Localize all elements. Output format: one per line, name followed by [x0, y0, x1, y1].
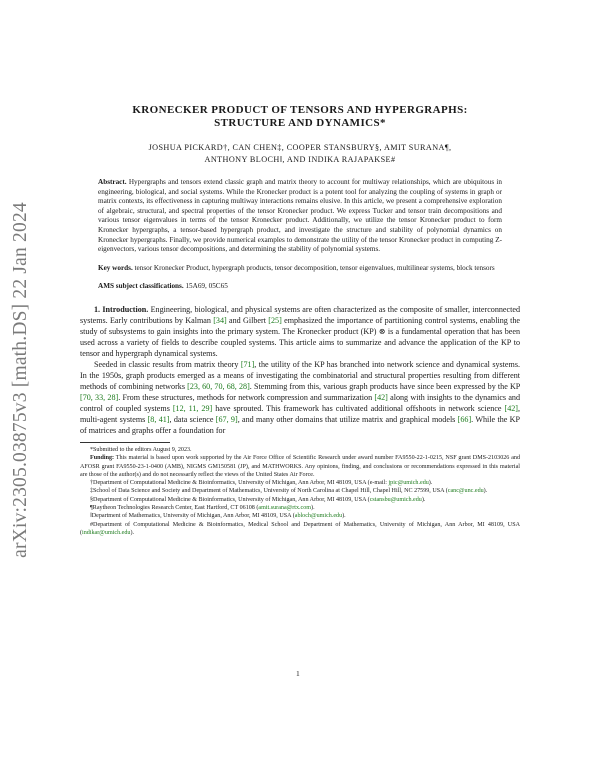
abstract-text: Hypergraphs and tensors extend classic graph and matrix theory to account for multiway relationships, which are ubiquitous in engineering, biological, and social systems. While the Kronecker product is a potent tool for analyzing the coupling of systems in graph or matrix contexts, its effectiveness in capturing multiway interactions remains elusive. In this article, we present a comprehensive exploration of algebraic, structural, and spectral properties of the tensor Kronecker product. We express Tucker and tensor train decompositions and various tensor eigenvalues in terms of the tensor Kronecker product. Additionally, we utilize the tensor Kronecker product to form Kronecker hypergraphs, a tensor-based hypergraph product, and investigate the structure and stability of polynomial dynamics on Kronecker hypergraphs. Finally, we provide numerical examples to demonstrate the utility of the tensor Kronecker product in computing Z-eigenvectors, various tensor decompositions, and determining the stability of polynomial systems. — [98, 178, 502, 254]
arxiv-sidebar-stamp — [4, 190, 38, 570]
intro-text: . While the KP of matrices and graphs offer a foundation for — [80, 414, 521, 435]
authors-line-2: ANTHONY BLOCH‖, AND INDIKA RAJAPAKSE# — [204, 155, 396, 164]
title-line-1: KRONECKER PRODUCT OF TENSORS AND HYPERGRAPHS: — [132, 104, 468, 116]
ams-label: AMS subject classifications. — [98, 282, 184, 291]
intro-text: along with insights to the dynamics and control of coupled systems — [80, 392, 521, 413]
citation-link[interactable]: [71] — [240, 359, 255, 369]
keywords-label: Key words. — [98, 263, 133, 272]
affiliation-text: ). — [428, 480, 433, 487]
affiliation-text: ). — [483, 488, 488, 495]
author-list — [80, 142, 520, 166]
intro-text: , the utility of the KP has branched into network science and dynamical systems. In the 1950s, graph products emerged as a means of investigating the combinatorial and structural properties resulting from different methods of combining networks — [80, 359, 520, 391]
affiliation-text: ‖Department of Mathematics, University of Michigan, Ann Arbor, MI 48109, USA ( — [90, 513, 295, 520]
citation-link[interactable]: [34] — [213, 315, 227, 325]
intro-text: , data science — [169, 414, 214, 424]
affiliation-text: ). — [342, 513, 346, 520]
affiliation-text: †Department of Computational Medicine & Bioinformatics, University of Michigan, Ann Arbor, MI 48109, USA (e-mail: — [90, 480, 387, 487]
footnote-author-3 — [80, 496, 520, 504]
affiliation-text: ‡School of Data Science and Society and Department of Mathematics, University of North Carolina at Chapel Hill, Chapel Hill, NC 27599, USA ( — [90, 488, 448, 495]
intro-text: . From these structures, methods for network compression and summarization — [118, 392, 373, 402]
citation-link[interactable]: [23, 60, 70, 68, 28] — [187, 381, 250, 391]
keywords — [98, 264, 502, 274]
funding-text: This material is based upon work supported by the Air Force Office of Scientific Research under award number FA9550-22-1-0215, NSF grant DMS-2103026 and AFOSR grant FA9550-23-1-0400 (AMB), NIGMS GM150581 (JP), and MATHWORKS. Any opinions, finding, and conclusions or recommendations expressed in this material are those of the author(s) and do not necessarily reflect the views of the United States Air Force. — [80, 455, 520, 478]
citation-link[interactable]: [66] — [457, 414, 472, 424]
section-heading: 1. Introduction. — [94, 304, 149, 314]
citation-link[interactable]: [42] — [504, 403, 518, 413]
intro-text: have sprouted. This framework has cultivated additional offshoots in network science — [215, 403, 502, 413]
ams-classification — [98, 282, 502, 292]
affiliation-text: ). — [130, 529, 135, 536]
footnote-author-6 — [80, 521, 520, 538]
email-link[interactable]: amit.surana@rtx.com — [258, 505, 312, 512]
affiliation-text: §Department of Computational Medicine & Bioinformatics, University of Michigan, Ann Arbor, MI 48109, USA ( — [90, 496, 370, 503]
intro-text: , multi-agent systems — [80, 403, 521, 424]
footnote-author-5 — [80, 512, 520, 520]
keywords-text: tensor Kronecker Product, hypergraph products, tensor decomposition, tensor eigenvalues, multilinear systems, block tensors — [134, 263, 495, 272]
citation-link[interactable]: [12, 11, 29] — [172, 403, 213, 413]
email-link[interactable]: jpic@umich.edu — [388, 480, 429, 487]
footnote-author-2 — [80, 487, 520, 495]
email-link[interactable]: cstansbu@umich.edu — [369, 496, 422, 503]
footnote-funding — [80, 454, 520, 479]
authors-line-1: JOSHUA PICKARD†, CAN CHEN‡, COOPER STANSBURY§, AMIT SURANA¶, — [148, 143, 452, 152]
email-link[interactable]: abloch@umich.edu — [294, 513, 343, 520]
footnote-divider — [80, 442, 170, 443]
intro-text: . Stemming from this, various graph products have since been expressed by the KP — [249, 381, 521, 391]
intro-text: emphasized the importance of partitioning control systems, enabling the study of subsystems to gain insights into the primary system. The Kronecker product (KP) ⊗ is a fundamental operation that has been used across a variety of fields to describe coupled systems. This article aims to summarize and advance the application of the KP to tensor and hypergraph dynamical systems. — [80, 315, 520, 358]
intro-paragraph-1 — [80, 304, 520, 359]
email-link[interactable]: indikar@umich.edu — [82, 529, 131, 536]
paper-title — [80, 104, 520, 130]
affiliation-text: ). — [421, 496, 426, 503]
intro-paragraph-2 — [80, 359, 520, 436]
citation-link[interactable]: [8, 41] — [147, 414, 170, 424]
citation-link[interactable]: [25] — [268, 315, 282, 325]
page-number: 1 — [296, 669, 300, 678]
funding-label: Funding: — [90, 455, 115, 462]
abstract — [98, 178, 502, 255]
footnote-author-4 — [80, 504, 520, 512]
affiliation-text: #Department of Computational Medicine & Bioinformatics, Medical School and Department of Mathematics, University of Michigan, Ann Arbor, MI 48109, USA ( — [80, 521, 520, 536]
citation-link[interactable]: [42] — [374, 392, 388, 402]
citation-link[interactable]: [67, 9] — [215, 414, 238, 424]
footnote-author-1 — [80, 479, 520, 487]
intro-text: and Gilbert — [229, 315, 266, 325]
footnote-submitted: *Submitted to the editors August 9, 2023. — [90, 446, 192, 453]
paper-page — [80, 104, 520, 537]
affiliation-text: ). — [311, 505, 315, 512]
abstract-label: Abstract. — [98, 178, 127, 186]
intro-text: Engineering, biological, and physical systems are often characterized as the composite of smaller, interconnected systems. Early contributions by Kalman — [80, 304, 520, 325]
ams-text: 15A69, 05C65 — [185, 282, 228, 291]
citation-link[interactable]: [70, 33, 28] — [80, 392, 119, 402]
arxiv-identifier: arXiv:2305.03875v3 [math.DS] 22 Jan 2024 — [10, 202, 31, 558]
intro-text: , and many other domains that utilize matrix and graphical models — [237, 414, 456, 424]
title-line-2: STRUCTURE AND DYNAMICS* — [214, 117, 386, 129]
intro-text: Seeded in classic results from matrix theory — [94, 359, 239, 369]
affiliation-text: ¶Raytheon Technologies Research Center, East Hartford, CT 06108 ( — [90, 505, 259, 512]
email-link[interactable]: canc@unc.edu — [447, 488, 484, 495]
